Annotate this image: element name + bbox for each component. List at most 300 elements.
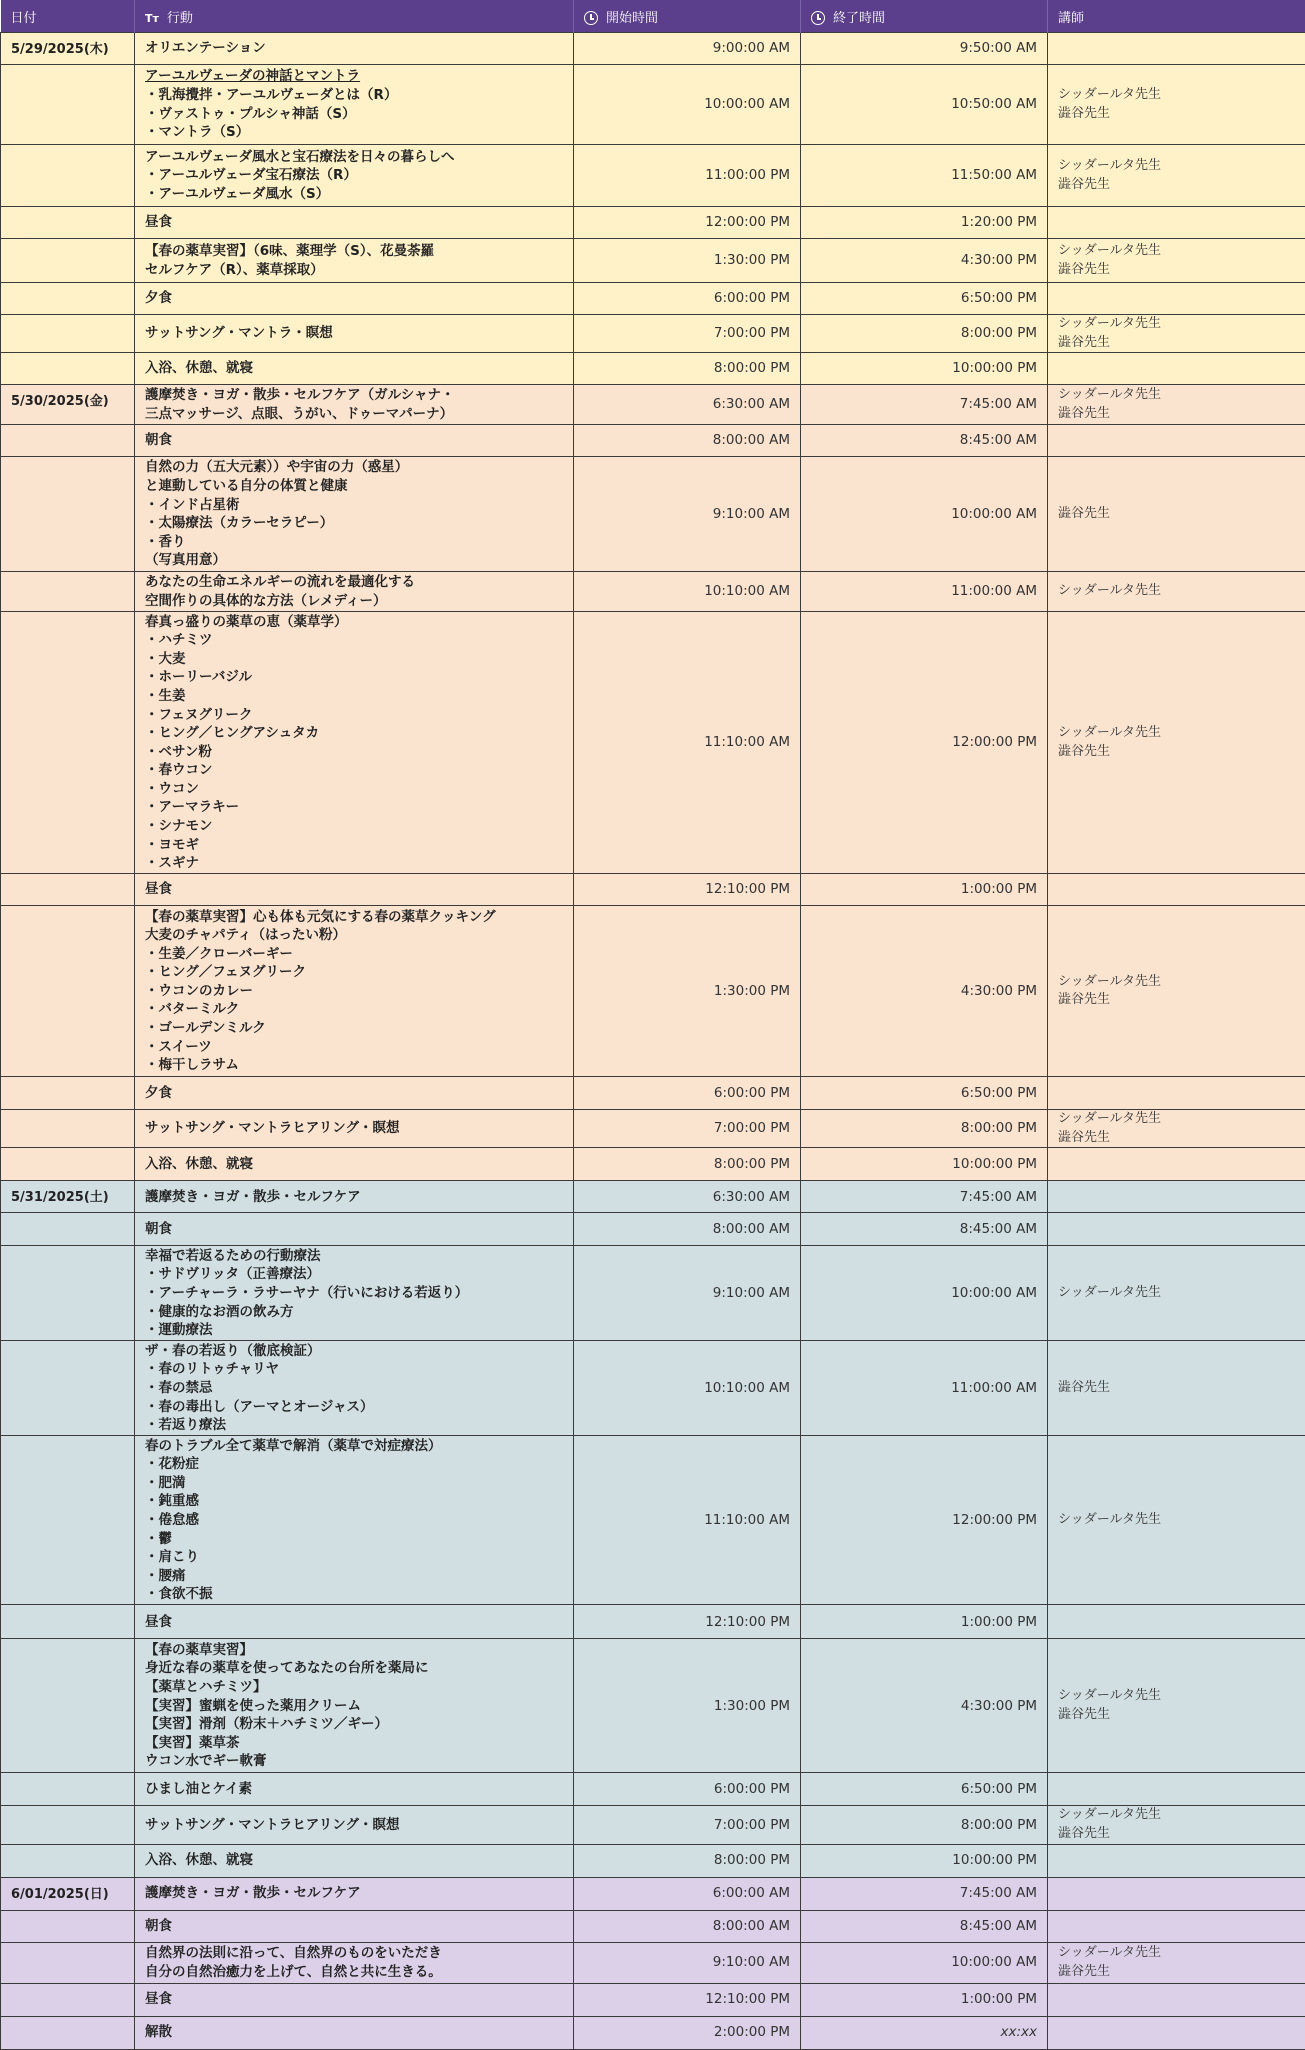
date-cell[interactable]: [1, 1246, 135, 1341]
table-row[interactable]: [1, 1148, 1305, 1181]
start-time-cell[interactable]: 2:00:00 PM: [574, 2016, 801, 2049]
action-cell[interactable]: [135, 1181, 574, 1213]
action-text-line: ・春の毒出し（アーマとオージャス）: [145, 1398, 563, 1417]
action-text-line: アーユルヴェーダの神話とマントラ: [145, 67, 563, 86]
action-text-line: ・生姜: [145, 687, 563, 706]
instructor-cell[interactable]: [1048, 1983, 1305, 2016]
end-time-cell[interactable]: 6:50:00 PM: [801, 283, 1048, 315]
action-cell[interactable]: [135, 1605, 574, 1639]
instructor-cell[interactable]: シッダールタ先生 澁谷先生: [1048, 1639, 1305, 1773]
end-time-cell[interactable]: 12:00:00 PM: [801, 1436, 1048, 1605]
action-text-line: ・肩こり: [145, 1548, 563, 1567]
column-header-instructor[interactable]: [1048, 0, 1305, 33]
column-header-end[interactable]: [801, 0, 1048, 33]
action-cell[interactable]: [135, 1844, 574, 1877]
action-text-line: ・食欲不振: [145, 1585, 563, 1604]
end-time-cell[interactable]: 7:45:00 AM: [801, 1877, 1048, 1910]
date-header-label: 日付: [11, 11, 37, 26]
start-time-cell[interactable]: 8:00:00 PM: [574, 1148, 801, 1181]
end-time-cell[interactable]: 6:50:00 PM: [801, 1077, 1048, 1110]
action-text-line: ・アーチャーラ・ラサーヤナ（行いにおける若返り）: [145, 1284, 563, 1303]
action-cell[interactable]: [135, 1436, 574, 1605]
action-text-line: あなたの生命エネルギーの流れを最適化する: [145, 573, 563, 592]
date-cell[interactable]: [1, 572, 135, 612]
start-time-cell[interactable]: 6:00:00 PM: [574, 1773, 801, 1806]
table-row[interactable]: [1, 1844, 1305, 1877]
action-text-line: ・ヨモギ: [145, 836, 563, 855]
date-cell[interactable]: [1, 1773, 135, 1806]
action-cell[interactable]: [135, 283, 574, 315]
end-time-cell[interactable]: 11:00:00 AM: [801, 572, 1048, 612]
date-cell[interactable]: [1, 612, 135, 874]
start-time-cell[interactable]: 8:00:00 PM: [574, 1844, 801, 1877]
table-row[interactable]: [1, 1110, 1305, 1148]
instructor-cell[interactable]: [1048, 1877, 1305, 1910]
instructor-cell[interactable]: シッダールタ先生 澁谷先生: [1048, 239, 1305, 283]
table-row[interactable]: [1, 385, 1305, 425]
table-row[interactable]: [1, 874, 1305, 906]
action-text-line: ・ゴールデンミルク: [145, 1019, 563, 1038]
action-text-line: ・運動療法: [145, 1321, 563, 1340]
date-cell[interactable]: [1, 2016, 135, 2049]
end-time-cell[interactable]: 10:50:00 AM: [801, 65, 1048, 145]
action-text-line: ・太陽療法（カラーセラピー）: [145, 514, 563, 533]
table-row[interactable]: [1, 1983, 1305, 2016]
action-text-line: 【薬草とハチミツ】: [145, 1678, 563, 1697]
start-time-cell[interactable]: 9:10:00 AM: [574, 1246, 801, 1341]
action-text-line: 昼食: [145, 880, 563, 899]
action-text-line: 入浴、休憩、就寝: [145, 1851, 563, 1870]
instructor-cell[interactable]: [1048, 1773, 1305, 1806]
table-row[interactable]: [1, 1341, 1305, 1436]
action-cell[interactable]: [135, 1213, 574, 1246]
start-time-cell[interactable]: 12:00:00 PM: [574, 207, 801, 239]
end-header-label: 終了時間: [833, 11, 885, 26]
instructor-cell[interactable]: [1048, 425, 1305, 457]
action-text-line: 三点マッサージ、点眼、うがい、ドゥーマパーナ）: [145, 405, 563, 424]
date-cell[interactable]: [1, 1436, 135, 1605]
start-time-cell[interactable]: 1:30:00 PM: [574, 906, 801, 1077]
table-row[interactable]: [1, 33, 1305, 65]
start-time-cell[interactable]: 12:10:00 PM: [574, 1983, 801, 2016]
text-type-icon: Tт: [145, 12, 159, 25]
end-time-cell[interactable]: 12:00:00 PM: [801, 612, 1048, 874]
end-time-cell[interactable]: 4:30:00 PM: [801, 239, 1048, 283]
action-text-line: と連動している自分の体質と健康: [145, 477, 563, 496]
clock-icon: [811, 11, 825, 25]
action-cell[interactable]: [135, 239, 574, 283]
action-text-line: ・ベサン粉: [145, 743, 563, 762]
table-row[interactable]: [1, 1910, 1305, 1942]
date-cell[interactable]: [1, 1844, 135, 1877]
action-text-line: 夕食: [145, 289, 563, 308]
table-row[interactable]: [1, 1639, 1305, 1773]
action-cell[interactable]: [135, 1877, 574, 1910]
action-text-line: ・若返り療法: [145, 1416, 563, 1435]
table-row[interactable]: [1, 457, 1305, 572]
action-text-line: ・鈍重感: [145, 1492, 563, 1511]
end-time-cell[interactable]: 4:30:00 PM: [801, 906, 1048, 1077]
instructor-cell[interactable]: シッダールタ先生: [1048, 572, 1305, 612]
action-header-label: 行動: [167, 11, 193, 26]
action-text-line: ・スイーツ: [145, 1038, 563, 1057]
instructor-cell[interactable]: [1048, 33, 1305, 65]
action-text-line: ・ヒング／ヒングアシュタカ: [145, 724, 563, 743]
action-cell[interactable]: [135, 353, 574, 385]
action-text-line: 護摩焚き・ヨガ・散歩・セルフケア（ガルシャナ・: [145, 386, 563, 405]
instructor-cell[interactable]: [1048, 2016, 1305, 2049]
start-time-cell[interactable]: 8:00:00 AM: [574, 425, 801, 457]
instructor-cell[interactable]: [1048, 207, 1305, 239]
action-text-line: 朝食: [145, 1220, 563, 1239]
end-time-cell[interactable]: 1:20:00 PM: [801, 207, 1048, 239]
date-cell[interactable]: [1, 425, 135, 457]
action-cell[interactable]: [135, 425, 574, 457]
end-time-cell[interactable]: 10:00:00 AM: [801, 1246, 1048, 1341]
table-row[interactable]: [1, 283, 1305, 315]
date-cell[interactable]: 6/01/2025(日): [1, 1877, 135, 1910]
action-text-line: 【春の薬草実習】心も体も元気にする春の薬草クッキング: [145, 908, 563, 927]
end-time-cell[interactable]: 10:00:00 AM: [801, 1942, 1048, 1983]
action-text-line: 自然界の法則に沿って、自然界のものをいただき: [145, 1944, 563, 1963]
action-cell[interactable]: [135, 1983, 574, 2016]
table-row[interactable]: [1, 1436, 1305, 1605]
action-text-line: ・倦怠感: [145, 1511, 563, 1530]
instructor-cell[interactable]: シッダールタ先生 澁谷先生: [1048, 315, 1305, 353]
action-cell[interactable]: [135, 874, 574, 906]
date-cell[interactable]: [1, 353, 135, 385]
table-row[interactable]: [1, 1077, 1305, 1110]
action-cell[interactable]: [135, 1910, 574, 1942]
start-time-cell[interactable]: 10:10:00 AM: [574, 572, 801, 612]
column-header-start[interactable]: [574, 0, 801, 33]
action-text-line: ・スギナ: [145, 854, 563, 873]
date-cell[interactable]: [1, 457, 135, 572]
table-row[interactable]: [1, 1806, 1305, 1844]
action-text-line: サットサング・マントラ・瞑想: [145, 324, 563, 343]
instructor-cell[interactable]: [1048, 1213, 1305, 1246]
action-text-line: ・乳海攪拌・アーユルヴェーダとは（R）: [145, 86, 563, 105]
table-row[interactable]: [1, 1942, 1305, 1983]
start-time-cell[interactable]: 12:10:00 PM: [574, 1605, 801, 1639]
action-text-line: 自分の自然治癒力を上げて、自然と共に生きる。: [145, 1963, 563, 1982]
date-cell[interactable]: [1, 207, 135, 239]
clock-icon: [584, 11, 598, 25]
table-header: [1, 0, 1305, 33]
date-cell[interactable]: [1, 283, 135, 315]
date-cell[interactable]: 5/31/2025(土): [1, 1181, 135, 1213]
action-text-line: ・インド占星術: [145, 496, 563, 515]
action-text-line: 護摩焚き・ヨガ・散歩・セルフケア: [145, 1188, 563, 1207]
action-cell[interactable]: [135, 1148, 574, 1181]
start-time-cell[interactable]: 8:00:00 PM: [574, 353, 801, 385]
end-time-cell[interactable]: 10:00:00 PM: [801, 353, 1048, 385]
end-time-cell[interactable]: 6:50:00 PM: [801, 1773, 1048, 1806]
action-text-line: （写真用意）: [145, 551, 563, 570]
action-text-line: ・生姜／クローバーギー: [145, 945, 563, 964]
action-text-line: ・シナモン: [145, 817, 563, 836]
action-text-line: ザ・春の若返り（徹底検証）: [145, 1342, 563, 1361]
table-row[interactable]: [1, 207, 1305, 239]
start-header-label: 開始時間: [606, 11, 658, 26]
action-text-line: ・アーユルヴェーダ風水（S）: [145, 185, 563, 204]
instructor-cell[interactable]: シッダールタ先生 澁谷先生: [1048, 906, 1305, 1077]
date-cell[interactable]: [1, 1942, 135, 1983]
action-text-line: 大麦のチャパティ（はったい粉）: [145, 926, 563, 945]
action-text-line: ひまし油とケイ素: [145, 1780, 563, 1799]
start-time-cell[interactable]: 6:00:00 PM: [574, 1077, 801, 1110]
action-text-line: ・香り: [145, 533, 563, 552]
action-cell[interactable]: [135, 572, 574, 612]
end-time-cell[interactable]: 10:00:00 PM: [801, 1148, 1048, 1181]
action-text-line: 朝食: [145, 1917, 563, 1936]
start-time-cell[interactable]: 1:30:00 PM: [574, 239, 801, 283]
table-row[interactable]: [1, 572, 1305, 612]
instructor-cell[interactable]: シッダールタ先生 澁谷先生: [1048, 1110, 1305, 1148]
action-text-line: アーユルヴェーダ風水と宝石療法を日々の暮らしへ: [145, 148, 563, 167]
action-text-line: ・ハチミツ: [145, 631, 563, 650]
instructor-cell[interactable]: シッダールタ先生: [1048, 1246, 1305, 1341]
instructor-cell[interactable]: シッダールタ先生: [1048, 1436, 1305, 1605]
end-time-cell[interactable]: 11:00:00 AM: [801, 1341, 1048, 1436]
table-row[interactable]: [1, 906, 1305, 1077]
table-row[interactable]: [1, 1246, 1305, 1341]
action-cell[interactable]: [135, 1773, 574, 1806]
action-text-line: 幸福で若返るための行動療法: [145, 1247, 563, 1266]
date-cell[interactable]: [1, 1983, 135, 2016]
action-text-line: ・アーユルヴェーダ宝石療法（R）: [145, 166, 563, 185]
action-cell[interactable]: [135, 1942, 574, 1983]
action-cell[interactable]: [135, 315, 574, 353]
date-cell[interactable]: [1, 906, 135, 1077]
instructor-cell[interactable]: シッダールタ先生 澁谷先生: [1048, 1942, 1305, 1983]
start-time-cell[interactable]: 7:00:00 PM: [574, 1110, 801, 1148]
action-cell[interactable]: [135, 33, 574, 65]
action-text-line: 【実習】蜜蝋を使った薬用クリーム: [145, 1697, 563, 1716]
instructor-cell[interactable]: [1048, 874, 1305, 906]
action-text-line: ・鬱: [145, 1530, 563, 1549]
action-text-line: ・アーマラキー: [145, 798, 563, 817]
action-cell[interactable]: [135, 457, 574, 572]
table-row[interactable]: [1, 2016, 1305, 2049]
table-row[interactable]: [1, 239, 1305, 283]
start-time-cell[interactable]: 9:00:00 AM: [574, 33, 801, 65]
start-time-cell[interactable]: 10:10:00 AM: [574, 1341, 801, 1436]
action-text-line: ・マントラ（S）: [145, 123, 563, 142]
action-text-line: ・花粉症: [145, 1455, 563, 1474]
date-cell[interactable]: 5/30/2025(金): [1, 385, 135, 425]
start-time-cell[interactable]: 11:10:00 AM: [574, 1436, 801, 1605]
action-cell[interactable]: [135, 65, 574, 145]
start-time-cell[interactable]: 11:10:00 AM: [574, 612, 801, 874]
action-text-line: オリエンテーション: [145, 39, 563, 58]
start-time-cell[interactable]: 6:30:00 AM: [574, 1181, 801, 1213]
action-text-line: ・ウコン: [145, 780, 563, 799]
action-text-line: ・春のリトゥチャリヤ: [145, 1360, 563, 1379]
start-time-cell[interactable]: 6:30:00 AM: [574, 385, 801, 425]
instructor-cell[interactable]: [1048, 1077, 1305, 1110]
end-time-cell[interactable]: 1:00:00 PM: [801, 874, 1048, 906]
date-cell[interactable]: [1, 1806, 135, 1844]
table-body: [1, 33, 1305, 2050]
date-cell[interactable]: [1, 874, 135, 906]
instructor-cell[interactable]: [1048, 1148, 1305, 1181]
start-time-cell[interactable]: 6:00:00 PM: [574, 283, 801, 315]
table-row[interactable]: [1, 1773, 1305, 1806]
instructor-cell[interactable]: [1048, 1844, 1305, 1877]
instructor-cell[interactable]: シッダールタ先生 澁谷先生: [1048, 612, 1305, 874]
end-time-cell[interactable]: 8:00:00 PM: [801, 1110, 1048, 1148]
end-time-cell[interactable]: 9:50:00 AM: [801, 33, 1048, 65]
action-text-line: 入浴、休憩、就寝: [145, 359, 563, 378]
action-text-line: ・フェヌグリーク: [145, 706, 563, 725]
end-time-cell[interactable]: 1:00:00 PM: [801, 1605, 1048, 1639]
action-text-line: ・梅干しラサム: [145, 1056, 563, 1075]
action-text-line: 空間作りの具体的な方法（レメディー）: [145, 592, 563, 611]
instructor-cell[interactable]: [1048, 283, 1305, 315]
date-cell[interactable]: [1, 239, 135, 283]
start-time-cell[interactable]: 8:00:00 AM: [574, 1213, 801, 1246]
end-time-cell[interactable]: xx:xx: [801, 2016, 1048, 2049]
action-text-line: 【実習】薬草茶: [145, 1734, 563, 1753]
column-header-date[interactable]: [1, 0, 135, 33]
instructor-cell[interactable]: シッダールタ先生 澁谷先生: [1048, 145, 1305, 207]
instructor-cell[interactable]: [1048, 1910, 1305, 1942]
date-cell[interactable]: [1, 1605, 135, 1639]
date-cell[interactable]: [1, 1148, 135, 1181]
action-text-line: ・健康的なお酒の飲み方: [145, 1303, 563, 1322]
action-text-line: ・腰痛: [145, 1567, 563, 1586]
date-cell[interactable]: [1, 145, 135, 207]
end-time-cell[interactable]: 10:00:00 AM: [801, 457, 1048, 572]
action-cell[interactable]: [135, 1639, 574, 1773]
table-row[interactable]: [1, 1181, 1305, 1213]
action-text-line: 昼食: [145, 213, 563, 232]
table-row[interactable]: [1, 1213, 1305, 1246]
start-time-cell[interactable]: 7:00:00 PM: [574, 1806, 801, 1844]
table-row[interactable]: [1, 353, 1305, 385]
end-time-cell[interactable]: 4:30:00 PM: [801, 1639, 1048, 1773]
column-header-action[interactable]: [135, 0, 574, 33]
instructor-cell[interactable]: [1048, 1605, 1305, 1639]
table-row[interactable]: [1, 65, 1305, 145]
action-text-line: 【春の薬草実習】: [145, 1641, 563, 1660]
action-text-line: 春真っ盛りの薬草の恵（薬草学）: [145, 613, 563, 632]
table-row[interactable]: [1, 315, 1305, 353]
date-cell[interactable]: [1, 1910, 135, 1942]
table-row[interactable]: [1, 612, 1305, 874]
action-text-line: 身近な春の薬草を使ってあなたの台所を薬局に: [145, 1659, 563, 1678]
action-text-line: 入浴、休憩、就寝: [145, 1155, 563, 1174]
start-time-cell[interactable]: 10:00:00 AM: [574, 65, 801, 145]
action-text-line: 解散: [145, 2023, 563, 2042]
date-cell[interactable]: [1, 315, 135, 353]
action-text-line: セルフケア（R）、薬草採取）: [145, 261, 563, 280]
action-text-line: 夕食: [145, 1084, 563, 1103]
action-text-line: 【春の薬草実習】（6味、薬理学（S）、花曼荼羅: [145, 242, 563, 261]
action-cell[interactable]: [135, 1806, 574, 1844]
end-time-cell[interactable]: 7:45:00 AM: [801, 1181, 1048, 1213]
start-time-cell[interactable]: 7:00:00 PM: [574, 315, 801, 353]
action-text-line: 自然の力（五大元素））や宇宙の力（惑星）: [145, 458, 563, 477]
date-cell[interactable]: 5/29/2025(木): [1, 33, 135, 65]
action-text-line: 春のトラブル全て薬草で解消（薬草で対症療法）: [145, 1437, 563, 1456]
action-cell[interactable]: [135, 906, 574, 1077]
action-text-line: サットサング・マントラヒアリング・瞑想: [145, 1816, 563, 1835]
table-row[interactable]: [1, 145, 1305, 207]
action-text-line: サットサング・マントラヒアリング・瞑想: [145, 1119, 563, 1138]
start-time-cell[interactable]: 9:10:00 AM: [574, 1942, 801, 1983]
action-text-line: ・ウコンのカレー: [145, 982, 563, 1001]
action-cell[interactable]: [135, 145, 574, 207]
start-time-cell[interactable]: 1:30:00 PM: [574, 1639, 801, 1773]
end-time-cell[interactable]: 8:00:00 PM: [801, 1806, 1048, 1844]
action-text-line: ・大麦: [145, 650, 563, 669]
action-text-line: ・バターミルク: [145, 1000, 563, 1019]
date-cell[interactable]: [1, 1077, 135, 1110]
start-time-cell[interactable]: 8:00:00 AM: [574, 1910, 801, 1942]
instructor-cell[interactable]: 澁谷先生: [1048, 1341, 1305, 1436]
action-cell[interactable]: [135, 1341, 574, 1436]
action-text-line: ・春の禁忌: [145, 1379, 563, 1398]
date-cell[interactable]: [1, 1341, 135, 1436]
start-time-cell[interactable]: 9:10:00 AM: [574, 457, 801, 572]
action-cell[interactable]: [135, 385, 574, 425]
date-cell[interactable]: [1, 65, 135, 145]
action-text-line: 昼食: [145, 1613, 563, 1632]
action-text-line: ・ホーリーバジル: [145, 668, 563, 687]
action-cell[interactable]: [135, 1246, 574, 1341]
instructor-cell[interactable]: [1048, 1181, 1305, 1213]
end-time-cell[interactable]: 7:45:00 AM: [801, 385, 1048, 425]
date-cell[interactable]: [1, 1213, 135, 1246]
start-time-cell[interactable]: 6:00:00 AM: [574, 1877, 801, 1910]
action-text-line: ・ヒング／フェヌグリーク: [145, 963, 563, 982]
instructor-cell[interactable]: シッダールタ先生 澁谷先生: [1048, 385, 1305, 425]
date-cell[interactable]: [1, 1110, 135, 1148]
action-cell[interactable]: [135, 207, 574, 239]
end-time-cell[interactable]: 8:00:00 PM: [801, 315, 1048, 353]
start-time-cell[interactable]: 12:10:00 PM: [574, 874, 801, 906]
action-cell[interactable]: [135, 2016, 574, 2049]
table-row[interactable]: [1, 1877, 1305, 1910]
action-cell[interactable]: [135, 1110, 574, 1148]
action-text-line: ・肥満: [145, 1474, 563, 1493]
action-cell[interactable]: [135, 1077, 574, 1110]
instructor-cell[interactable]: シッダールタ先生 澁谷先生: [1048, 65, 1305, 145]
instructor-cell[interactable]: 澁谷先生: [1048, 457, 1305, 572]
action-text-line: 護摩焚き・ヨガ・散歩・セルフケア: [145, 1884, 563, 1903]
end-time-cell[interactable]: 10:00:00 PM: [801, 1844, 1048, 1877]
action-text-line: ・サドヴリッタ（正善療法）: [145, 1265, 563, 1284]
action-text-line: 【実習】滑剤（粉末＋ハチミツ／ギー）: [145, 1715, 563, 1734]
end-time-cell[interactable]: 1:00:00 PM: [801, 1983, 1048, 2016]
action-text-line: 朝食: [145, 431, 563, 450]
date-cell[interactable]: [1, 1639, 135, 1773]
action-cell[interactable]: [135, 612, 574, 874]
table-row[interactable]: [1, 425, 1305, 457]
action-text-line: ・春ウコン: [145, 761, 563, 780]
instructor-cell[interactable]: シッダールタ先生 澁谷先生: [1048, 1806, 1305, 1844]
table-row[interactable]: [1, 1605, 1305, 1639]
action-text-line: 昼食: [145, 1990, 563, 2009]
start-time-cell[interactable]: 11:00:00 PM: [574, 145, 801, 207]
instructor-cell[interactable]: [1048, 353, 1305, 385]
end-time-cell[interactable]: 8:45:00 AM: [801, 1910, 1048, 1942]
end-time-cell[interactable]: 8:45:00 AM: [801, 1213, 1048, 1246]
end-time-cell[interactable]: 11:50:00 AM: [801, 145, 1048, 207]
end-time-cell[interactable]: 8:45:00 AM: [801, 425, 1048, 457]
